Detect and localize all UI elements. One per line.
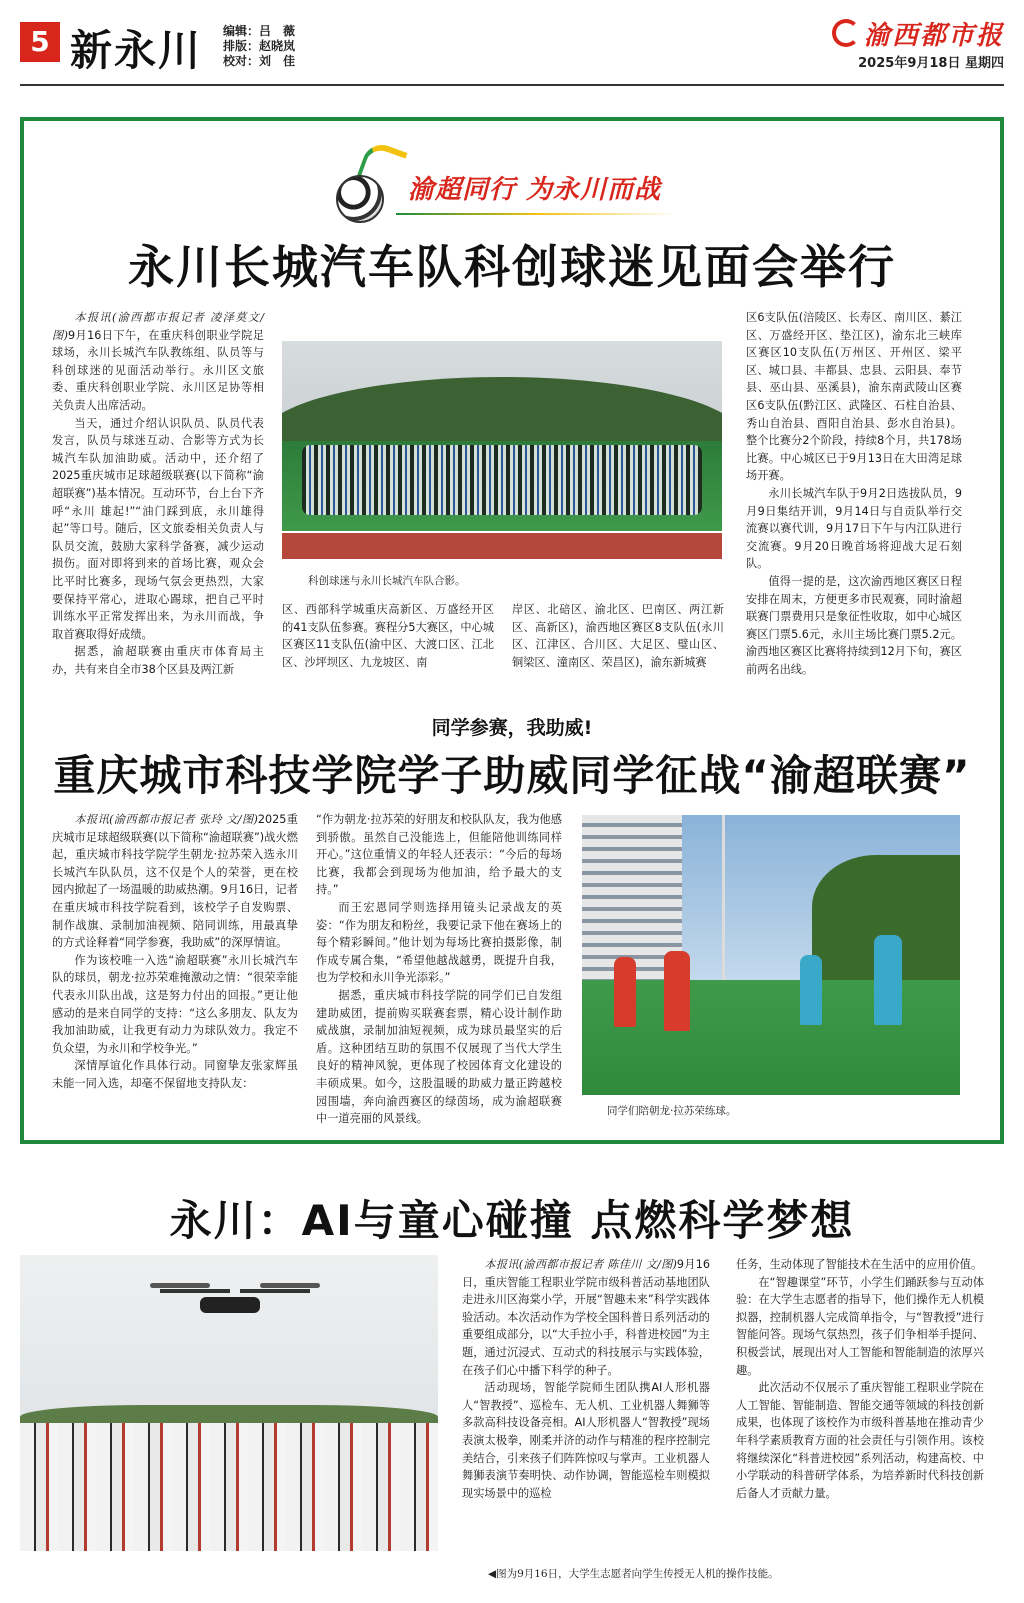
football-icon [336, 175, 384, 223]
article2-paragraph: 而王宏恩同学则选择用镜头记录战友的英姿：“作为朋友和粉丝，我要记录下他在赛场上的每个精彩瞬间。”他计划为每场比赛拍摄影像，制作成专属合集，“希望他越战越勇，既提升自我，也为学校和永川争光添彩。” [316, 900, 562, 985]
article1-paragraph: 永川长城汽车队于9月2日选拔队员，9月9日集结开训，9月14日与自贡队举行交流赛以赛代训，9月17日下午与内江队进行交流赛。9月20日晚首场将迎战大足石刻队。 [746, 486, 962, 571]
group-photo-crowd [302, 445, 702, 515]
banner-slogan: 渝超同行 为永川而战 [408, 175, 662, 205]
banner-underline [396, 213, 676, 215]
drone-rotor [150, 1283, 210, 1288]
article1-paragraph: 区6支队伍(涪陵区、长寿区、南川区、綦江区、万盛经开区、垫江区)，渝东北三峡库区赛区10支队伍(万州区、开州区、梁平区、城口县、丰都县、忠县、云阳县、奉节县、巫山县、巫溪县)，渝东南武陵山区赛区6支队伍(黔江区、武隆区、石柱自治县、秀山自治县、酉阳自治县、彭水自治县)。整个比赛分2个阶段，持续8个月，共178场比赛。中心城区已于9月13日在大田湾足球场开赛。 [746, 311, 962, 483]
article3-paragraph: 在“智趣课堂”环节，小学生们踊跃参与互动体验：在大学生志愿者的指导下，他们操作无人机模拟器，控制机器人完成简单指令，与“智教授”进行智能问答。现场气氛热烈，孩子们争相举手提问、积极尝试，展现出对人工智能和智能制造的浓厚兴趣。 [736, 1275, 984, 1377]
player-figure [800, 955, 822, 1025]
article3-paragraph: 此次活动不仅展示了重庆智能工程职业学院在人工智能、智能制造、智能交通等领域的科技创新成果，也体现了该校作为市级科普基地在推动青少年科学素质教育方面的社会责任与引领作用。该校将继续深化“科普进校园”系列活动，构建高校、中小学联动的科普研学体系，为培养新时代科技创新后备人才贡献力量。 [736, 1381, 984, 1500]
drone-rotor [260, 1283, 320, 1288]
article1-caption: 科创球迷与永川长城汽车队合影。 [308, 575, 466, 587]
editor-credit: 编辑：吕 薇 [223, 24, 296, 38]
article1-column-4 [746, 309, 962, 678]
article2-caption: 同学们陪朝龙·拉苏荣练球。 [607, 1105, 737, 1117]
article2-photo [582, 815, 960, 1095]
article1-column-1 [52, 309, 264, 678]
article1-paragraph: 区、西部科学城重庆高新区、万盛经开区的41支队伍参赛。赛程分5大赛区，中心城区赛区11支队伍(渝中区、大渡口区、江北区、沙坪坝区、九龙坡区、南 [282, 603, 494, 669]
article3-column-2 [736, 1256, 984, 1502]
article2-paragraph: 2025重庆城市足球超级联赛(以下简称“渝超联赛”)战火燃起，重庆城市科技学院学生朝龙·拉苏荣入选永川长城汽车队队员，这不仅是个人的荣誉，更在校园内掀起了一场温暖的助威热潮。9月16日，记者在重庆城市科技学院看到，该校学子自发购票、制作战旗、录制加油视频、陪同训练，用最真挚的方式诠释着“同学参赛，我助威”的深厚情谊。 [52, 813, 298, 950]
article1-paragraph: 9月16日下午，在重庆科创职业学院足球场，永川长城汽车队教练组、队员等与科创球迷的见面活动举行。永川区文旅委、重庆科创职业学院、永川区足协等相关负责人出席活动。 [52, 328, 264, 412]
article3-column-1 [462, 1256, 710, 1502]
article3-byline: 本报讯(渝西都市报记者 陈佳川 文/图) [484, 1258, 677, 1271]
article1-paragraph: 当天，通过介绍认识队员、队员代表发言，队员与球迷互动、合影等方式为长城汽车队加油助威。活动中，还介绍了2025重庆城市足球超级联赛(以下简称“渝超联赛”)基本情况。互动环节，台上台下齐呼“永川 雄起!”“油门踩到底，永川雄得起”等口号。随后，区文旅委相关负责人与队员交流，鼓励大家科学备赛，减少运动损伤。面对即将到来的首场比赛，观众会比平时比赛多，现场气氛会更热烈，大家要保持平常心，进取心踢球，把自己平时训练水平正常发挥出来，为永川而战，争取首赛取得好成绩。 [52, 416, 264, 641]
article1-paragraph: 据悉，渝超联赛由重庆市体育局主办，共有来自全市38个区县及两江新 [52, 645, 264, 676]
proof-credit: 校对：刘 佳 [223, 54, 296, 68]
article1-paragraph: 岸区、北碚区、渝北区、巴南区、两江新区、高新区)，渝西地区赛区8支队伍(永川区、江津区、合川区、大足区、璧山区、铜梁区、潼南区、荣昌区)，渝东新城赛 [512, 603, 724, 669]
football-feature-box [20, 117, 1004, 1144]
article3-paragraph: 活动现场，智能学院师生团队携AI人形机器人“智教授”、巡检车、无人机、工业机器人舞狮等多款高科技设备亮相。AI人形机器人“智教授”现场表演太极拳，刚柔并济的动作与精准的程序控制完美结合，引来孩子们阵阵惊叹与掌声。工业机器人舞狮表演节奏明快、动作协调，智能巡检车则模拟现实场景中的巡检 [462, 1381, 710, 1500]
page-number: 5 [20, 22, 60, 62]
article1-photo [282, 341, 722, 559]
masthead [20, 18, 1004, 76]
article3-headline: 永川：AI与童心碰撞 点燃科学梦想 [169, 1196, 855, 1245]
article2-paragraph: “作为朝龙·拉苏荣的好朋友和校队队友，我为他感到骄傲。虽然自己没能选上，但能陪他训练同样开心。”这位重情义的年轻人还表示：“今后的每场比赛，我都会到现场为他加油，给予最大的支持。” [316, 813, 562, 897]
article2-headline: 重庆城市科技学院学子助威同学征战“渝超联赛” [53, 751, 971, 800]
issue-date: 2025年9月18日 星期四 [858, 56, 1004, 71]
layout-credit: 排版：赵晓岚 [223, 39, 296, 53]
article1-headline: 永川长城汽车队科创球迷见面会举行 [128, 240, 896, 294]
article3-photo [20, 1255, 438, 1551]
editor-credits [223, 24, 295, 69]
newspaper-logo [832, 18, 1004, 51]
article2-kicker: 同学参赛，我助威! [431, 717, 593, 739]
player-figure [664, 951, 690, 1031]
article2-column-1 [52, 811, 298, 1093]
article1-column-3 [512, 601, 724, 671]
students-group [20, 1423, 438, 1551]
player-figure [874, 935, 902, 1025]
feature-banner [336, 143, 696, 233]
article1-byline: 本报讯(渝西都市报记者 凌泽莫文/图) [52, 311, 264, 342]
article1-paragraph: 值得一提的是，这次渝西地区赛区日程安排在周末，方便更多市民观赛，同时渝超联赛门票费用只是象征性收取，如中心城区赛区门票5.6元，永川主场比赛门票5.2元。渝西地区赛区比赛将持续到12月下旬，赛区前两名出线。 [746, 574, 962, 676]
article3-caption: ◀图为9月16日，大学生志愿者向学生传授无人机的操作技能。 [488, 1568, 779, 1580]
article2-paragraph: 据悉，重庆城市科技学院的同学们已自发组建助威团，提前购买联赛套票，精心设计制作助威战旗，录制加油短视频，成为球员最坚实的后盾。这种团结互助的氛围不仅展现了当代大学生良好的精神风貌，更体现了校园体育文化建设的丰硕成果。如今，这股温暖的助威力量正跨越校园围墙，奔向渝西赛区的绿茵场，成为渝超联赛中一道亮丽的风景线。 [316, 988, 562, 1126]
logo-mark-icon [832, 19, 860, 47]
article3-paragraph: 9月16日，重庆智能工程职业学院市级科普活动基地团队走进永川区海棠小学，开展“智趣未来”科学实践体验活动。本次活动作为学校全国科普日系列活动的重要组成部分，以“大手拉小手，科普进校园”为主题，通过沉浸式、互动式的科技展示与实践体验，在孩子们心中播下科学的种子。 [462, 1258, 710, 1377]
article2-byline: 本报讯(渝西都市报记者 张玲 文/图) [74, 813, 258, 826]
article3-paragraph: 任务，生动体现了智能技术在生活中的应用价值。 [736, 1258, 983, 1271]
masthead-divider [20, 84, 1004, 86]
article2-column-2 [316, 811, 562, 1128]
article2-paragraph: 深情厚谊化作具体行动。同窗挚友张家辉虽未能一同入选，却毫不保留地支持队友： [52, 1059, 298, 1090]
player-figure [614, 957, 636, 1027]
drone-icon [200, 1297, 260, 1313]
article1-column-2 [282, 601, 494, 671]
section-title: 新永川 [70, 26, 203, 75]
article2-paragraph: 作为该校唯一入选“渝超联赛”永川长城汽车队的球员，朝龙·拉苏荣难掩激动之情：“很荣幸能代表永川队出战，这是努力付出的回报。”更让他感动的是来自同学的支持：“这么多朋友、队友为我加油助威，让我更有动力为球队效力。我定不负众望，为永川和学校争光。” [52, 953, 298, 1055]
newspaper-name: 渝西都市报 [863, 20, 1004, 51]
